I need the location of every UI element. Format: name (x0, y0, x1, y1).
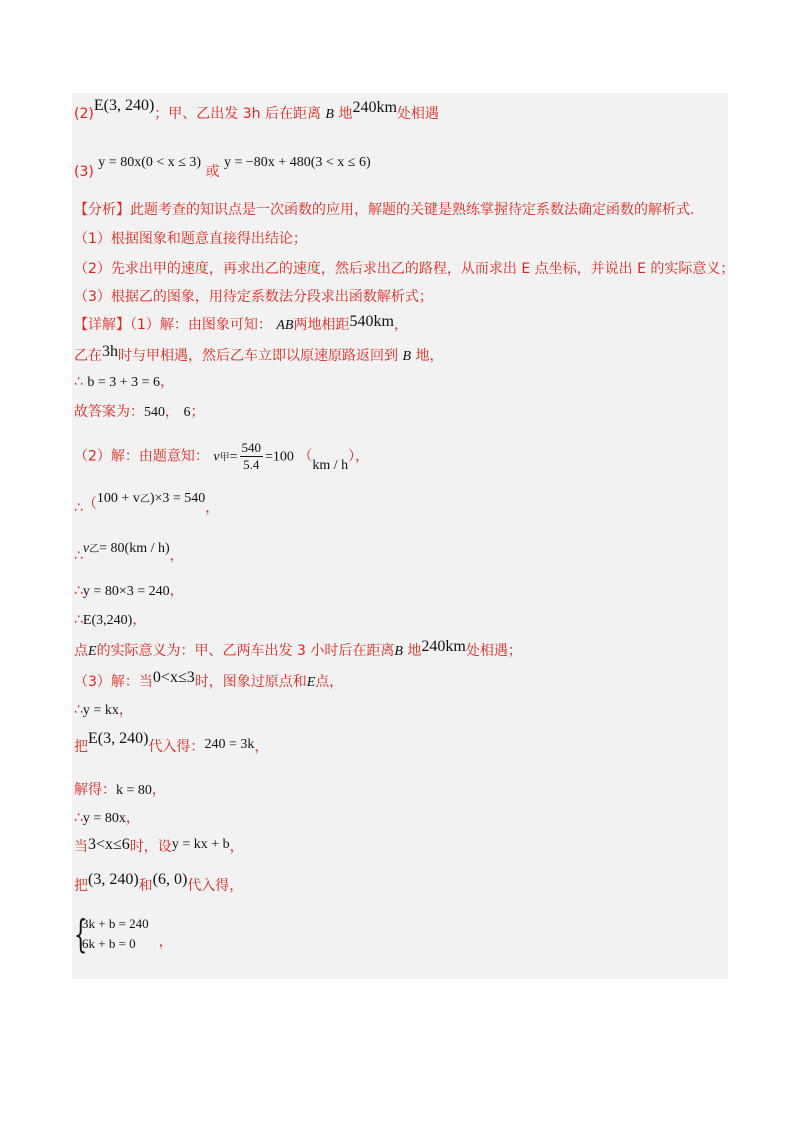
line-speed-yi: ∴v乙= 80(km / h)， (74, 541, 184, 564)
line-meet: 乙在3h时与甲相遇，然后乙车立即以原速原路返回到 B 地， (74, 343, 444, 364)
line-y-value: ∴y = 80×3 = 240， (74, 583, 184, 599)
analysis-step-1: （1）根据图象和题意直接得出结论； (74, 231, 307, 247)
analysis-line: 【分析】此题考查的知识点是一次函数的应用，解题的关键是熟练掌握待定系数法确定函数的解析式. (74, 202, 695, 218)
answer-part-2: (2)E(3, 240)；甲、乙出发 3h 后在距离 B 地240km处相遇 (74, 97, 439, 122)
equation-system: { 3k + b = 240 6k + b = 0 (74, 912, 149, 956)
answer-part-3: (3) y = 80x(0 < x ≤ 3) 或 y = −80x + 480(3 < x ≤ 6) (74, 155, 371, 180)
line-part3-case1: （3）解：当0<x≤3时，图象过原点和E点， (74, 669, 344, 690)
line-yi-equation: ∴（100 + v乙)×3 = 540， (74, 491, 220, 516)
line-solve-k: 解得：k = 80， (74, 782, 166, 798)
fraction: $\frac{540}{5.4}$ (241, 440, 261, 472)
line-point-e: ∴E(3,240)， (74, 612, 147, 628)
line-y-80x: ∴y = 80x， (74, 810, 140, 826)
line-speed-jia: （2）解：由题意知： v甲= $\frac{540}{5.4}$ =100 （km / h）， (74, 440, 370, 473)
line-substitute-points: 把(3, 240)和(6, 0)代入得， (74, 871, 244, 894)
line-substitute-e: 把E(3, 240)代入得：240 = 3k， (74, 730, 269, 755)
analysis-step-2: （2）先求出甲的速度，再求出乙的速度，然后求出乙的路程，从而求出 E 点坐标，并说出 E 的实际意义； (74, 261, 735, 277)
analysis-step-3: （3）根据乙的图象，用待定系数法分段求出函数解析式； (74, 289, 433, 305)
line-y-kx: ∴y = kx， (74, 702, 133, 718)
line-part3-case2: 当3<x≤6时，设y = kx + b， (74, 836, 244, 855)
line-system: { 3k + b = 240 6k + b = 0 ， (74, 912, 173, 956)
line-answer-1: 故答案为：540， 6； (74, 404, 205, 420)
brace-icon: { (74, 912, 88, 956)
line-b-value: ∴ b = 3 + 3 = 6， (74, 374, 175, 390)
detail-line: 【详解】（1）解：由图象可知： AB两地相距540km， (74, 313, 408, 333)
line-meaning-e: 点E的实际意义为：甲、乙两车出发 3 小时后在距离B 地240km处相遇； (74, 638, 522, 659)
point-e: E(3, 240) (93, 97, 155, 114)
